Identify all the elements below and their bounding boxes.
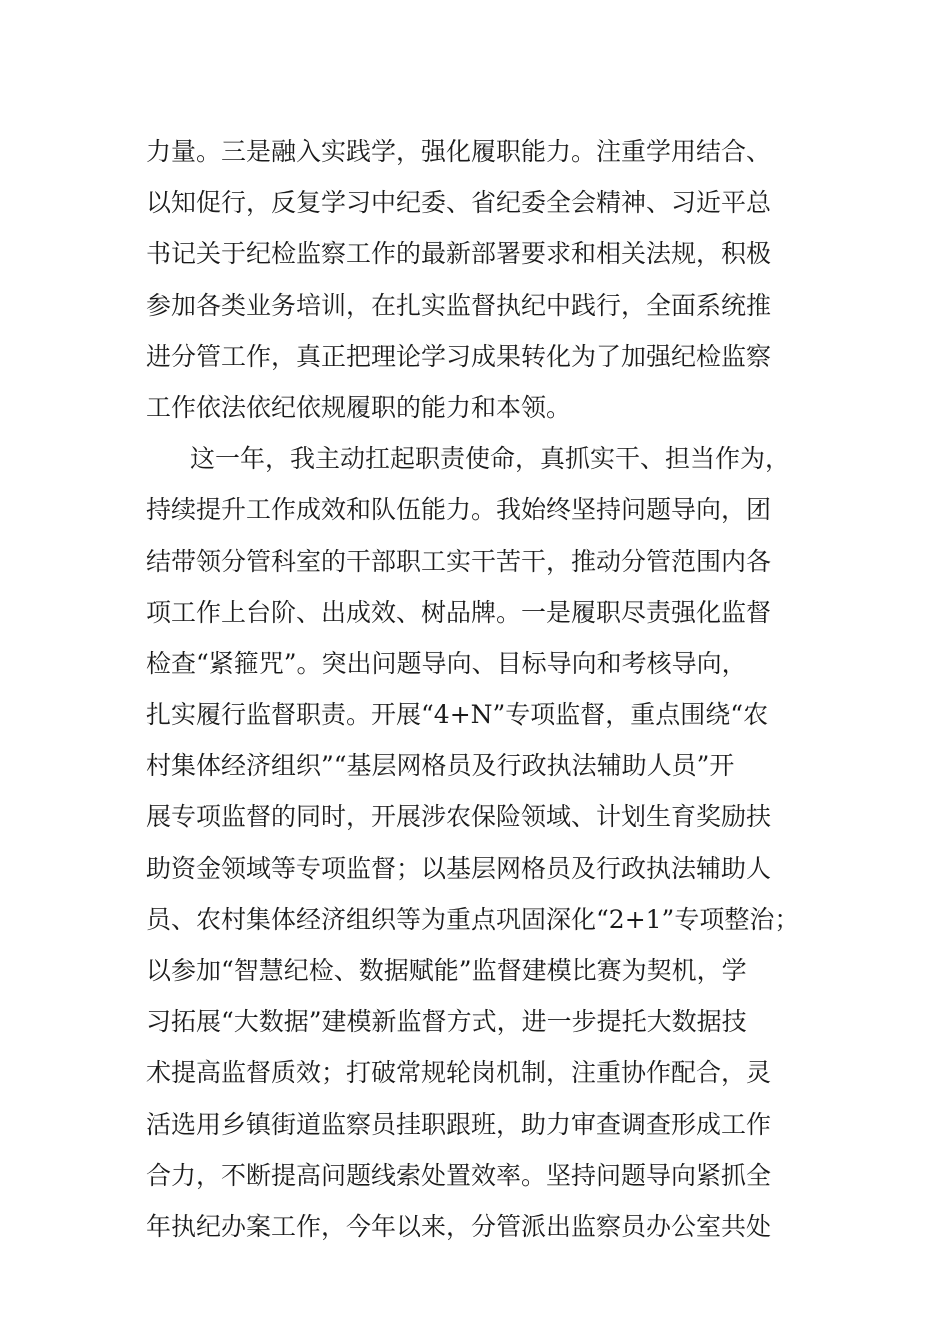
text-line: 工作依法依纪依规履职的能力和本领。 [146,392,572,422]
text-line: 年执纪办案工作，今年以来，分管派出监察员办公室共处 [146,1211,772,1241]
text-line: 项工作上台阶、出成效、树品牌。一是履职尽责强化监督 [146,597,772,627]
text-line: 术提高监督质效；打破常规轮岗机制，注重协作配合，灵 [146,1058,772,1088]
body-text [146,126,826,1252]
text-line: 员、农村集体经济组织等为重点巩固深化“2+1”专项整治； [146,904,800,934]
text-line: 村集体经济组织”“基层网格员及行政执法辅助人员”开 [146,751,735,781]
text-line: 力量。三是融入实践学，强化履职能力。注重学用结合、 [146,137,772,166]
text-line: 检查“紧箍咒”。突出问题导向、目标导向和考核导向， [146,648,747,678]
text-line: 进分管工作，真正把理论学习成果转化为了加强纪检监察 [146,341,772,371]
text-line: 合力，不断提高问题线索处置效率。坚持问题导向紧抓全 [146,1160,772,1190]
text-line: 助资金领域等专项监督；以基层网格员及行政执法辅助人 [146,853,772,883]
text-line: 展专项监督的同时，开展涉农保险领域、计划生育奖励扶 [146,802,772,832]
text-line: 扎实履行监督职责。开展“4+N”专项监督，重点围绕“农 [146,700,769,730]
text-line: 参加各类业务培训，在扎实监督执纪中践行，全面系统推 [146,290,772,320]
text-line: 以参加“智慧纪检、数据赋能”监督建模比赛为契机，学 [146,956,747,985]
text-line: 习拓展“大数据”建模新监督方式，进一步提托大数据技 [146,1007,747,1037]
text-line: 活选用乡镇街道监察员挂职跟班，助力审查调查形成工作 [146,1109,772,1139]
text-line: 持续提升工作成效和队伍能力。我始终坚持问题导向，团 [146,495,772,525]
text-line: 书记关于纪检监察工作的最新部署要求和相关法规，积极 [146,239,772,269]
paragraph-first-line: 这一年，我主动扛起职责使命，真抓实干、担当作为， [190,444,791,474]
text-line: 以知促行，反复学习中纪委、省纪委全会精神、习近平总 [146,188,772,218]
text-line: 结带领分管科室的干部职工实干苦干，推动分管范围内各 [146,546,772,576]
